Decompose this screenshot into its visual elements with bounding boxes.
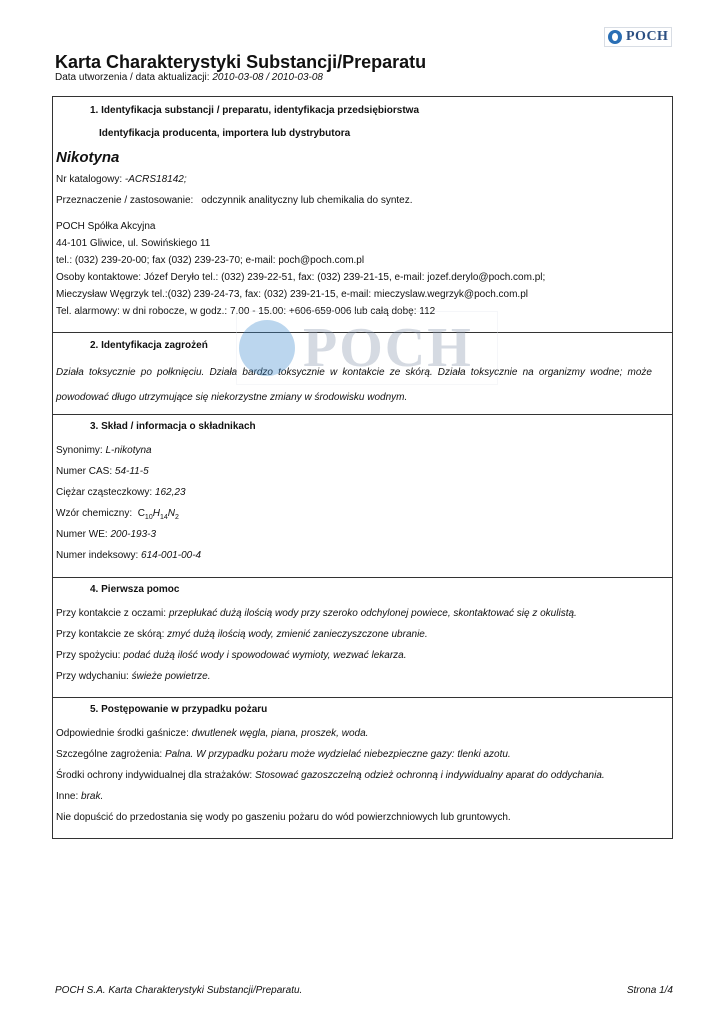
cas-row [56, 466, 149, 477]
alarm-phone: Tel. alarmowy: w dni robocze, w godz.: 7.00 - 15.00: +606-659-006 lub całą dobę: 112 [56, 306, 436, 317]
we-value: 200-193-3 [110, 529, 157, 540]
page-number: Strona 1/4 [626, 985, 673, 996]
section-1 [53, 97, 672, 333]
skin-row [56, 629, 428, 640]
watermark-text: POCH [303, 317, 473, 379]
section-1-subheading: Identyfikacja producenta, importera lub dystrybutora [99, 128, 351, 139]
agents-label: Odpowiednie środki gaśnicze: [56, 728, 189, 739]
mass-value: 162,23 [154, 487, 186, 498]
date-label: Data utworzenia / data aktualizacji: [55, 72, 210, 83]
logo-text: POCH [626, 29, 669, 44]
skin-label: Przy kontakcie ze skórą: [56, 629, 165, 640]
section-2-heading: 2. Identyfikacja zagrożeń [90, 340, 208, 351]
section-4-heading: 4. Pierwsza pomoc [90, 584, 180, 595]
section-3-heading: 3. Skład / informacja o składnikach [90, 421, 256, 432]
cas-value: 54-11-5 [114, 466, 149, 477]
poch-logo [604, 27, 672, 47]
cas-label: Numer CAS: [56, 466, 113, 477]
poch-logo-icon [608, 30, 622, 44]
section-5-heading: 5. Postępowanie w przypadku pożaru [90, 704, 268, 715]
use-label: Przeznaczenie / zastosowanie: [56, 195, 194, 206]
formula-n-count: 2 [174, 514, 179, 521]
company-address: 44-101 Gliwice, ul. Sowińskiego 11 [56, 238, 211, 249]
formula-h-count: 14 [159, 514, 168, 521]
use-value: odczynnik analityczny lub chemikalia do syntez. [201, 195, 413, 206]
contact-line-2: Mieczysław Węgrzyk tel.:(032) 239-24-73, fax: (032) 239-21-15, e-mail: mieczyslaw.wegrzyk@poch.com.pl [56, 289, 528, 300]
eyes-value: przepłukać dużą ilością wody przy szeroko odchylonej powiece, skontaktować się z okulistą. [168, 608, 577, 619]
agents-value: dwutlenek węgla, piana, proszek, woda. [191, 728, 369, 739]
ppe-row [56, 770, 605, 781]
formula-label: Wzór chemiczny: [56, 508, 133, 519]
index-label: Numer indeksowy: [56, 550, 139, 561]
document-title: Karta Charakterystyki Substancji/Preparatu [55, 52, 427, 72]
company-name: POCH Spółka Akcyjna [56, 221, 156, 232]
footer-text: POCH S.A. Karta Charakterystyki Substancji/Preparatu. [55, 985, 303, 996]
page-footer [55, 985, 673, 996]
catalog-label: Nr katalogowy: [56, 174, 123, 185]
synonyms-label: Synonimy: [56, 445, 103, 456]
agents-row [56, 728, 368, 739]
eyes-label: Przy kontakcie z oczami: [56, 608, 167, 619]
substance-name: Nikotyna [56, 149, 120, 166]
we-row [56, 529, 156, 540]
content-box [52, 96, 673, 839]
inhale-label: Przy wdychaniu: [56, 671, 129, 682]
use-row [56, 195, 413, 206]
document-dates [55, 72, 323, 83]
catalog-row [56, 174, 187, 185]
formula-h: H [152, 508, 160, 519]
inhale-row [56, 671, 211, 682]
other-row [56, 791, 103, 802]
eyes-row [56, 608, 577, 619]
synonyms-value: L-nikotyna [105, 445, 152, 456]
formula-c: C [137, 508, 145, 519]
section-1-heading: 1. Identyfikacja substancji / preparatu, identyfikacja przedsiębiorstwa [90, 105, 419, 116]
swallow-label: Przy spożyciu: [56, 650, 121, 661]
formula-c-count: 10 [144, 514, 153, 521]
ppe-label: Środki ochrony indywidualnej dla strażaków: [56, 770, 253, 781]
swallow-row [56, 650, 407, 661]
fire-water-note: Nie dopuścić do przedostania się wody po gaszeniu pożaru do wód powierzchniowych lub gruntowych. [56, 812, 511, 823]
hazards-row [56, 749, 511, 760]
skin-value: zmyć dużą ilością wody, zmienić zanieczyszczone ubranie. [167, 629, 428, 640]
section-4 [53, 577, 672, 698]
hazard-text: Działa toksycznie po połknięciu. Działa bardzo toksycznie w kontakcie ze skórą. Działa toksycznie na organizmy wodne; może powodować długo utrzymujące się niekorzystne zmiany w środowisku wodnym. [56, 367, 652, 403]
synonyms-row [56, 445, 152, 456]
catalog-value: -ACRS18142; [124, 174, 187, 185]
we-label: Numer WE: [56, 529, 108, 540]
other-label: Inne: [56, 791, 79, 802]
contact-line-1: Osoby kontaktowe: Józef Deryło tel.: (032) 239-22-51, fax: (032) 239-21-15, e-mail: jozef.derylo@poch.com.pl; [56, 272, 546, 283]
company-phone: tel.: (032) 239-20-00; fax (032) 239-23-70; e-mail: poch@poch.com.pl [56, 255, 365, 266]
hazards-label: Szczególne zagrożenia: [56, 749, 163, 760]
index-value: 614-001-00-4 [141, 550, 202, 561]
formula-n: N [167, 508, 175, 519]
section-2 [53, 332, 672, 415]
section-3 [53, 414, 672, 578]
formula-row [56, 508, 179, 521]
hazards-value: Palna. W przypadku pożaru może wydzielać niebezpieczne gazy: tlenki azotu. [164, 749, 511, 760]
section-5 [53, 697, 672, 838]
index-row [56, 550, 201, 561]
swallow-value: podać dużą ilość wody i spowodować wymioty, wezwać lekarza. [123, 650, 407, 661]
other-value: brak. [81, 791, 104, 802]
mass-label: Ciężar cząsteczkowy: [56, 487, 153, 498]
date-value: 2010-03-08 / 2010-03-08 [212, 72, 323, 83]
inhale-value: świeże powietrze. [131, 671, 211, 682]
mass-row [56, 487, 186, 498]
ppe-value: Stosować gazoszczelną odzież ochronną i indywidualny aparat do oddychania. [255, 770, 605, 781]
